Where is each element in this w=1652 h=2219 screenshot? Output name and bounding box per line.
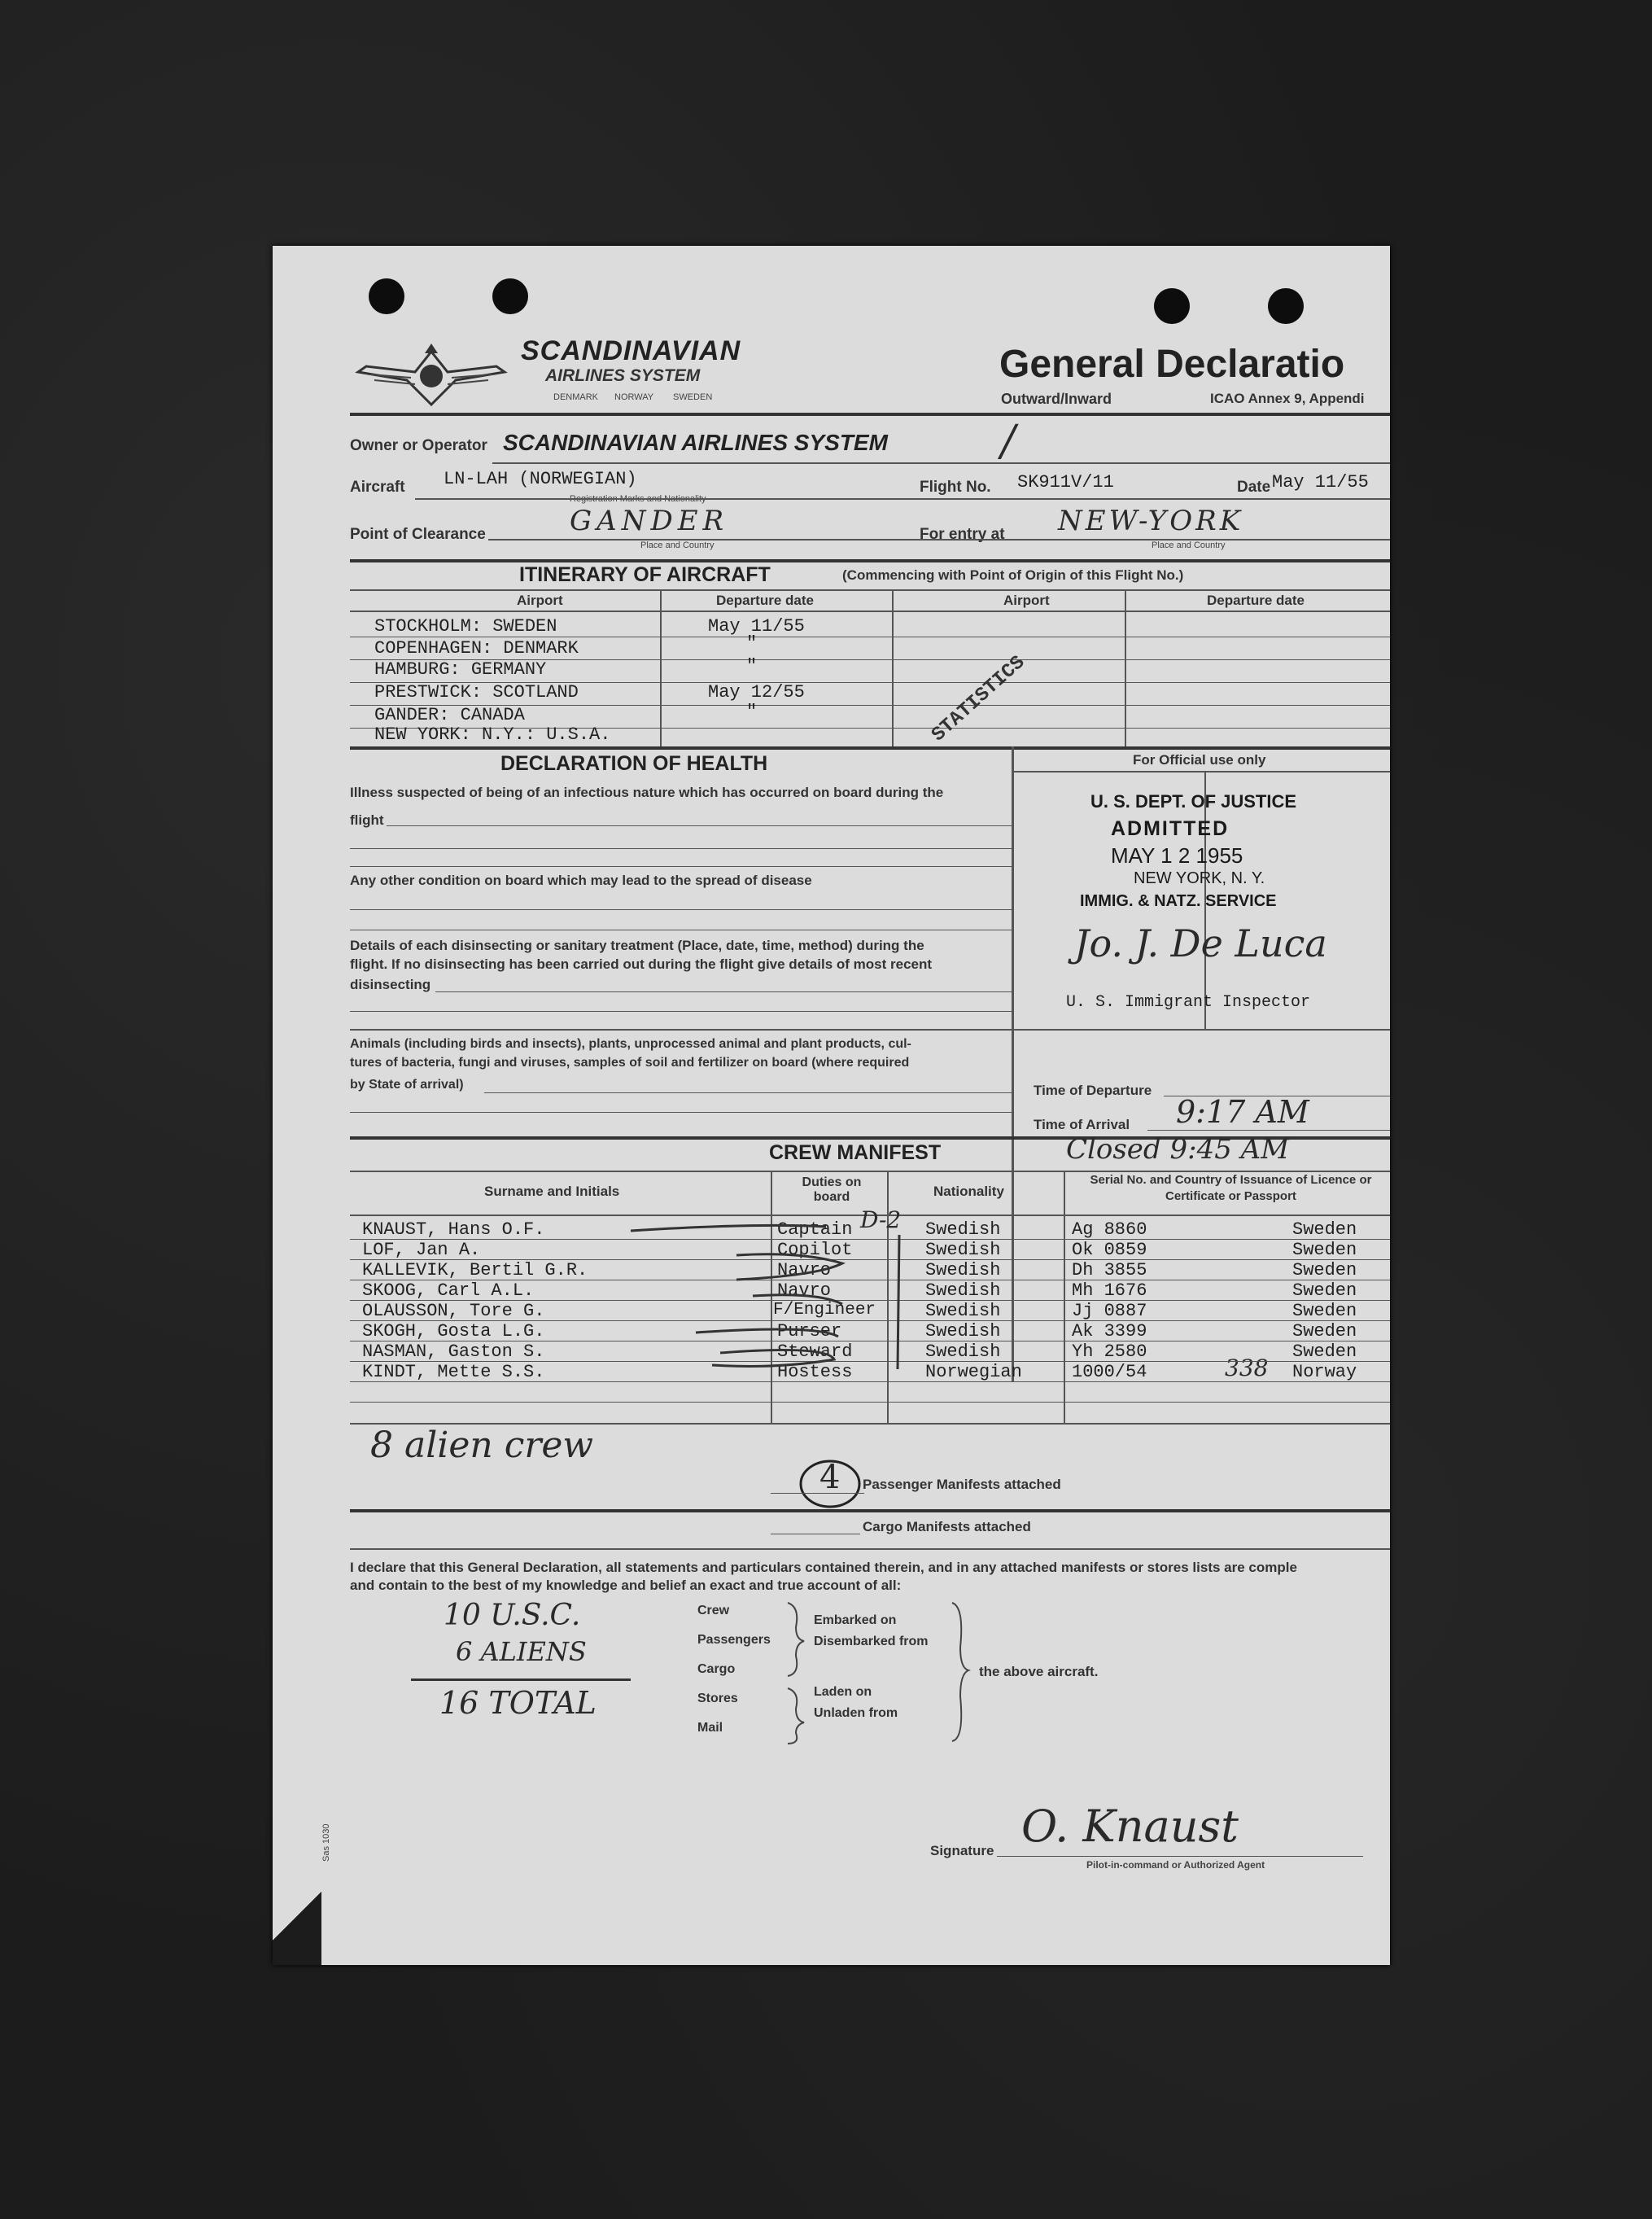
flight-value: SK911V/11 <box>1017 472 1114 492</box>
punch-hole <box>492 278 528 314</box>
aircraft-label: Aircraft <box>350 479 405 496</box>
health-q4: Animals (including birds and insects), plants, unprocessed animal and plant products, cul- <box>350 1037 911 1051</box>
health-q2: Any other condition on board which may lead to the spread of disease <box>350 873 812 888</box>
crew-bracket-scribble-icon <box>614 1215 859 1402</box>
crew-duty-2: Copilot <box>777 1240 853 1260</box>
entry-value: NEW-YORK <box>1058 505 1244 537</box>
airline-name-2: AIRLINES SYSTEM <box>545 366 701 385</box>
crew-duty-7: Steward <box>777 1341 853 1362</box>
pilot-signature: O. Knaust <box>1021 1801 1239 1852</box>
closed-note: Closed 9:45 AM <box>1066 1133 1290 1166</box>
departure-label: Time of Departure <box>1034 1083 1152 1098</box>
country-denmark: DENMARK <box>553 392 599 402</box>
crew-nat-2: Swedish <box>925 1240 1001 1260</box>
official-title: For Official use only <box>1133 752 1266 768</box>
list-cargo: Cargo <box>697 1662 736 1676</box>
crew-name-3: KALLEVIK, Bertil G.R. <box>362 1260 588 1280</box>
entry-caption: Place and Country <box>1152 541 1226 550</box>
crew-duty-5: F/Engineer <box>773 1301 876 1320</box>
itin-header-date-2: Departure date <box>1207 593 1305 608</box>
stamp-admitted: ADMITTED <box>1111 817 1230 840</box>
country-norway: NORWAY <box>614 392 654 402</box>
owner-label: Owner or Operator <box>350 437 487 454</box>
itin-date-2: " <box>746 633 758 654</box>
crew-nat-4: Swedish <box>925 1280 1001 1301</box>
crew-duty-6: Purser <box>777 1321 842 1341</box>
crew-serial-3: Dh 3855 <box>1072 1260 1147 1280</box>
crew-nat-3: Swedish <box>925 1260 1001 1280</box>
health-title: DECLARATION OF HEALTH <box>500 752 768 775</box>
embarked-label: Embarked on <box>814 1613 897 1627</box>
arrival-label: Time of Arrival <box>1034 1117 1130 1132</box>
above-aircraft: the above aircraft. <box>979 1664 1099 1679</box>
declaration-text-2: and contain to the best of my knowledge and belief an exact and true account of all: <box>350 1578 902 1593</box>
list-crew: Crew <box>697 1604 730 1617</box>
aircraft-value: LN-LAH (NORWEGIAN) <box>444 469 637 489</box>
itin-airport-4: PRESTWICK: SCOTLAND <box>374 682 579 702</box>
itinerary-title: ITINERARY OF AIRCRAFT <box>519 563 771 586</box>
crew-name-7: NASMAN, Gaston S. <box>362 1341 545 1362</box>
form-code: Sas 1030 <box>321 1823 331 1862</box>
signature-caption: Pilot-in-command or Authorized Agent <box>1086 1859 1265 1871</box>
crew-header-duties: Duties on board <box>802 1175 862 1204</box>
owner-value: SCANDINAVIAN AIRLINES SYSTEM <box>503 430 888 455</box>
stamp-city: NEW YORK, N. Y. <box>1134 869 1265 887</box>
health-q1b: flight <box>350 812 384 828</box>
crew-nat-5: Swedish <box>925 1301 1001 1321</box>
airline-name: SCANDINAVIAN <box>521 335 741 366</box>
list-passengers: Passengers <box>697 1633 771 1647</box>
crew-country-1: Sweden <box>1292 1219 1357 1240</box>
crew-country-8: Norway <box>1292 1362 1357 1382</box>
itin-date-3: " <box>746 656 758 676</box>
health-q4c: by State of arrival) <box>350 1078 464 1092</box>
health-q3c: disinsecting <box>350 977 431 992</box>
entry-label: For entry at <box>920 526 1005 543</box>
itin-airport-1: STOCKHOLM: SWEDEN <box>374 616 557 637</box>
arrival-value: 9:17 AM <box>1176 1094 1309 1130</box>
itinerary-note: (Commencing with Point of Origin of this Flight No.) <box>842 567 1184 583</box>
clearance-caption: Place and Country <box>640 541 715 550</box>
crew-country-3: Sweden <box>1292 1260 1357 1280</box>
crew-header-name: Surname and Initials <box>484 1184 620 1199</box>
date-value: May 11/55 <box>1272 472 1369 492</box>
health-q3: Details of each disinsecting or sanitary treatment (Place, date, time, method) during the <box>350 938 924 953</box>
flight-label: Flight No. <box>920 479 991 496</box>
itin-header-airport: Airport <box>517 593 563 608</box>
crew-serial-2: Ok 0859 <box>1072 1240 1147 1260</box>
itin-airport-5: GANDER: CANADA <box>374 705 525 725</box>
crew-header-serial: Serial No. and Country of Issuance of Licence or Certificate or Passport <box>1090 1173 1372 1203</box>
list-mail: Mail <box>697 1721 723 1735</box>
icao-annex: ICAO Annex 9, Appendi <box>1210 391 1365 406</box>
crew-title: CREW MANIFEST <box>769 1141 942 1164</box>
punch-hole <box>1154 288 1190 324</box>
date-label: Date <box>1237 479 1271 496</box>
tally-usc: 10 U.S.C. <box>444 1599 581 1632</box>
crew-name-2: LOF, Jan A. <box>362 1240 481 1260</box>
crew-country-6: Sweden <box>1292 1321 1357 1341</box>
unladen-label: Unladen from <box>814 1706 898 1720</box>
crew-name-4: SKOOG, Carl A.L. <box>362 1280 535 1301</box>
crew-header-nationality: Nationality <box>933 1184 1004 1199</box>
crew-name-5: OLAUSSON, Tore G. <box>362 1301 545 1321</box>
stamp-date: MAY 1 2 1955 <box>1111 843 1243 868</box>
declaration-text-1: I declare that this General Declaration, all statements and particulars contained therein, and in any attached manifests or stores lists are comple <box>350 1560 1297 1575</box>
crew-duty-1: Captain <box>777 1219 853 1240</box>
stamp-dept: U. S. DEPT. OF JUSTICE <box>1090 791 1297 812</box>
itin-airport-6: NEW YORK: N.Y.: U.S.A. <box>374 724 611 745</box>
statistics-stamp: STATISTICS <box>928 651 1030 747</box>
crew-serial-7: Yh 2580 <box>1072 1341 1147 1362</box>
crew-name-6: SKOGH, Gosta L.G. <box>362 1321 545 1341</box>
list-stores: Stores <box>697 1692 738 1705</box>
crew-serial-1: Ag 8860 <box>1072 1219 1147 1240</box>
stamp-service: IMMIG. & NATZ. SERVICE <box>1080 892 1277 910</box>
crew-nat-6: Swedish <box>925 1321 1001 1341</box>
sas-logo-icon <box>350 335 513 409</box>
crew-nat-1: Swedish <box>925 1219 1001 1240</box>
itin-header-airport-2: Airport <box>1003 593 1050 608</box>
tally-aliens: 6 ALIENS <box>456 1636 587 1667</box>
crew-nat-7: Swedish <box>925 1341 1001 1362</box>
itin-airport-3: HAMBURG: GERMANY <box>374 659 547 680</box>
crew-serial-4: Mh 1676 <box>1072 1280 1147 1301</box>
inspector-signature: Jo. J. De Luca <box>1074 921 1327 965</box>
signature-label: Signature <box>930 1843 994 1858</box>
health-q1: Illness suspected of being of an infectious nature which has occurred on board during the <box>350 785 944 800</box>
health-q3b: flight. If no disinsecting has been carried out during the flight give details of most recent <box>350 956 933 972</box>
passenger-count: 4 <box>819 1459 841 1496</box>
crew-country-5: Sweden <box>1292 1301 1357 1321</box>
crew-nat-8: Norwegian <box>925 1362 1022 1382</box>
bracket-right-icon <box>948 1599 972 1745</box>
crew-name-1: KNAUST, Hans O.F. <box>362 1219 545 1240</box>
owner-mark: / <box>1001 417 1016 466</box>
crew-serial-8: 1000/54 <box>1072 1362 1147 1382</box>
crew-country-7: Sweden <box>1292 1341 1357 1362</box>
inspector-title: U. S. Immigrant Inspector <box>1066 993 1311 1012</box>
clearance-label: Point of Clearance <box>350 526 486 543</box>
handwritten-alien-crew: 8 alien crew <box>370 1425 594 1466</box>
crew-duty-4: Navro <box>777 1280 832 1301</box>
crew-country-4: Sweden <box>1292 1280 1357 1301</box>
country-sweden: SWEDEN <box>673 392 713 402</box>
crew-duty-3: Navro <box>777 1260 832 1280</box>
cargo-manifest-label: Cargo Manifests attached <box>863 1519 1031 1534</box>
duty-mark: D-2 <box>860 1206 902 1233</box>
laden-label: Laden on <box>814 1685 872 1699</box>
crew-name-8: KINDT, Mette S.S. <box>362 1362 545 1382</box>
aircraft-caption: Registration Marks and Nationality <box>570 494 706 504</box>
handwritten-338: 338 <box>1225 1355 1269 1381</box>
punch-hole <box>1268 288 1304 324</box>
health-q4b: tures of bacteria, fungi and viruses, samples of soil and fertilizer on board (where required <box>350 1056 910 1070</box>
clearance-value: GANDER <box>570 505 729 537</box>
itin-date-4: May 12/55 <box>708 682 805 702</box>
tally-total: 16 TOTAL <box>439 1685 597 1721</box>
crew-duty-8: Hostess <box>777 1362 853 1382</box>
bracket-left-icon <box>784 1599 808 1745</box>
crew-serial-6: Ak 3399 <box>1072 1321 1147 1341</box>
itin-date-1: May 11/55 <box>708 616 805 637</box>
itin-date-5: " <box>746 702 758 722</box>
crew-serial-5: Jj 0887 <box>1072 1301 1147 1321</box>
itin-header-date: Departure date <box>716 593 814 608</box>
general-declaration-form <box>273 246 1390 1965</box>
itin-airport-2: COPENHAGEN: DENMARK <box>374 638 579 659</box>
disembarked-label: Disembarked from <box>814 1635 929 1648</box>
punch-hole <box>369 278 404 314</box>
form-subtitle: Outward/Inward <box>1001 391 1112 407</box>
passenger-manifest-label: Passenger Manifests attached <box>863 1477 1061 1492</box>
crew-country-2: Sweden <box>1292 1240 1357 1260</box>
page-title: General Declaratio <box>999 343 1345 386</box>
crew-vertical-mark-icon <box>891 1231 907 1377</box>
